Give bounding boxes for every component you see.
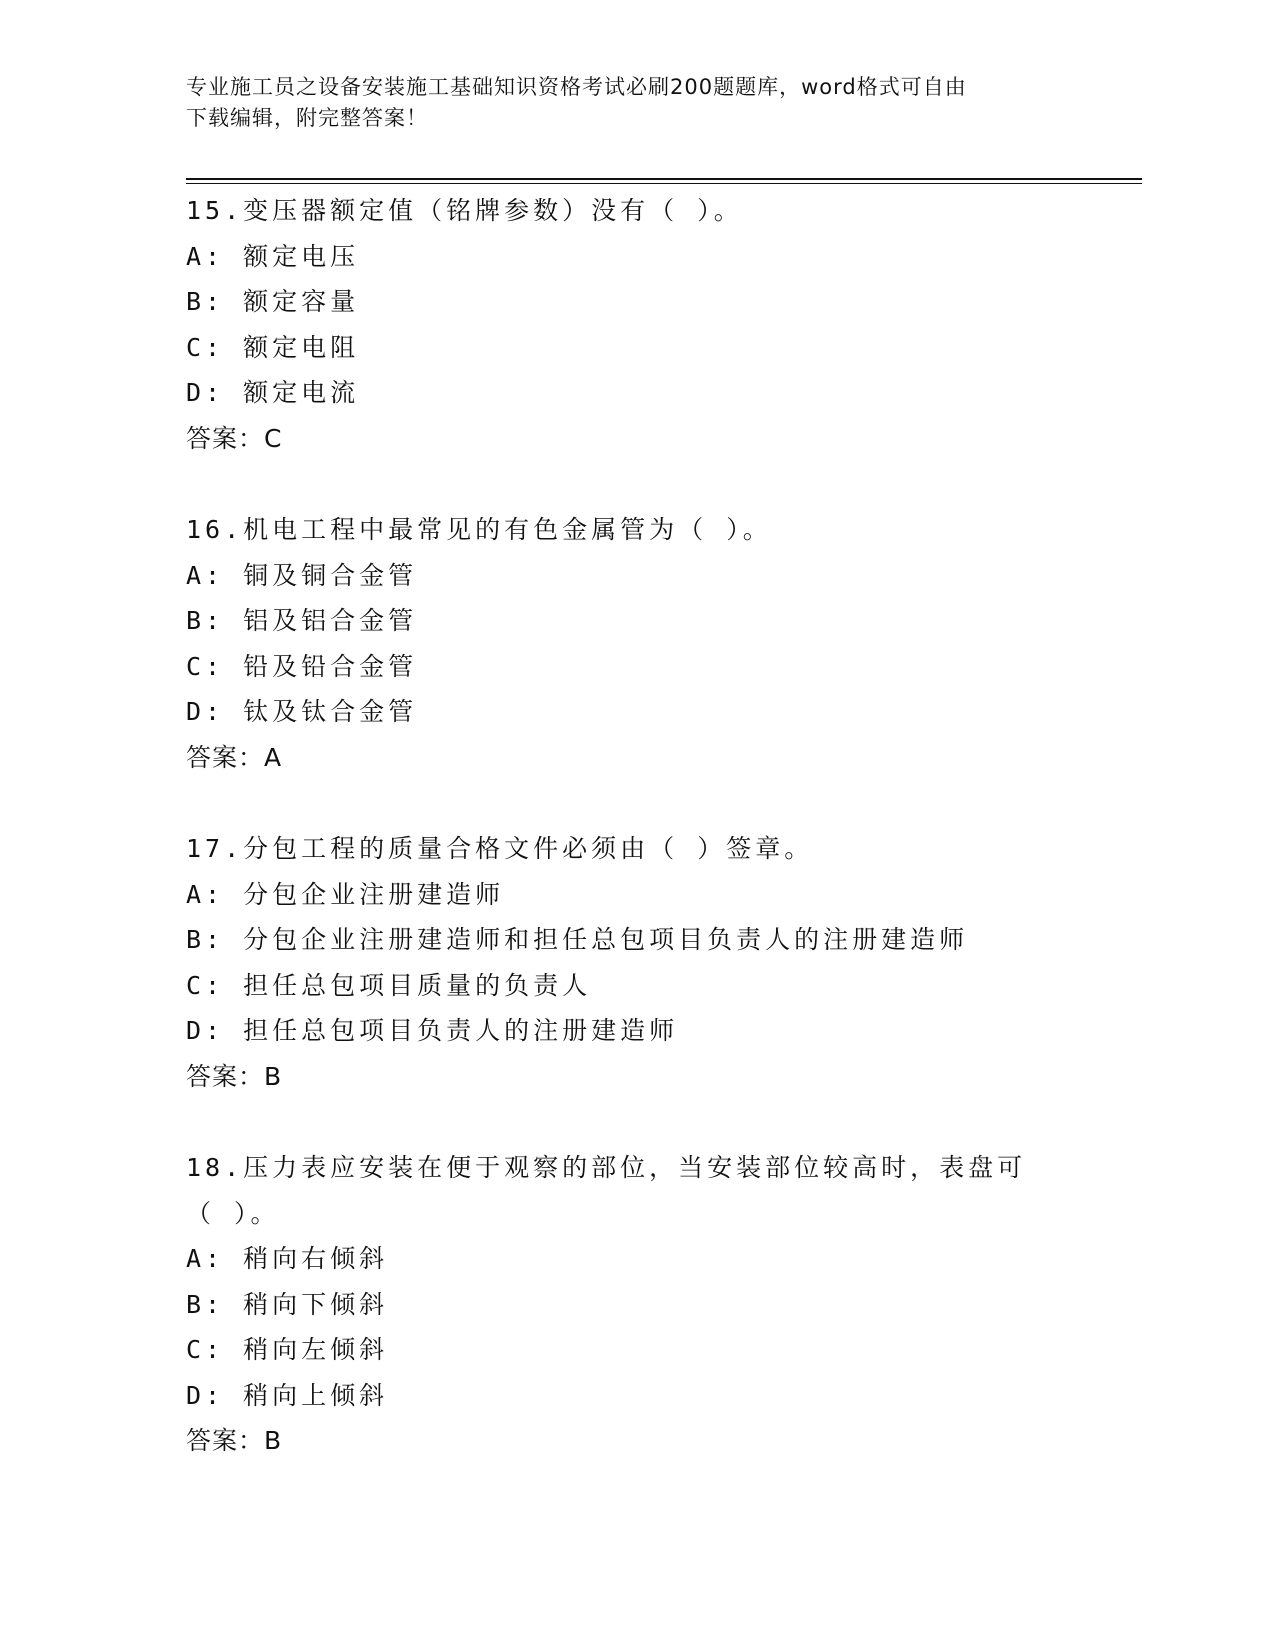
header-line-2: 下载编辑，附完整答案！ [186, 106, 428, 130]
header-divider-thick [186, 178, 1142, 180]
option-c: C: 担任总包项目质量的负责人 [186, 970, 592, 1000]
option-b: B: 额定容量 [186, 287, 360, 316]
option-a: A: 铜及铜合金管 [186, 560, 418, 590]
answer-line: 答案：A [186, 742, 283, 772]
question-17 [186, 826, 1066, 1099]
question-18 [186, 1145, 1066, 1464]
question-list [186, 188, 1066, 1510]
option-b: B: 分包企业注册建造师和担任总包项目负责人的注册建造师 [186, 925, 969, 954]
option-d: D: 额定电流 [186, 378, 360, 407]
option-d: D: 钛及钛合金管 [186, 697, 418, 726]
option-c: C: 额定电阻 [186, 332, 360, 362]
option-d: D: 担任总包项目负责人的注册建造师 [186, 1016, 679, 1045]
header-line-1: 专业施工员之设备安装施工基础知识资格考试必刷200题题库，word格式可自由 [186, 75, 967, 99]
question-stem: 17.分包工程的质量合格文件必须由（ ）签章。 [186, 834, 814, 863]
question-stem: 18.压力表应安装在便于观察的部位，当安装部位较高时，表盘可（ ）。 [186, 1153, 1027, 1228]
option-b: B: 稍向下倾斜 [186, 1289, 389, 1319]
option-d: D: 稍向上倾斜 [186, 1380, 389, 1410]
answer-line: 答案：B [186, 1426, 283, 1455]
question-15 [186, 188, 1066, 461]
question-16 [186, 507, 1066, 780]
question-stem: 16.机电工程中最常见的有色金属管为（ ）。 [186, 515, 772, 544]
question-stem: 15.变压器额定值（铭牌参数）没有（ ）。 [186, 196, 743, 225]
document-header [186, 72, 1066, 134]
option-b: B: 铝及铝合金管 [186, 606, 418, 635]
option-a: A: 额定电压 [186, 241, 360, 271]
header-divider-thin [186, 183, 1142, 184]
option-c: C: 铅及铅合金管 [186, 651, 418, 681]
option-c: C: 稍向左倾斜 [186, 1335, 389, 1364]
option-a: A: 分包企业注册建造师 [186, 879, 505, 909]
option-a: A: 稍向右倾斜 [186, 1244, 389, 1273]
answer-line: 答案：C [186, 423, 283, 453]
answer-line: 答案：B [186, 1061, 283, 1091]
